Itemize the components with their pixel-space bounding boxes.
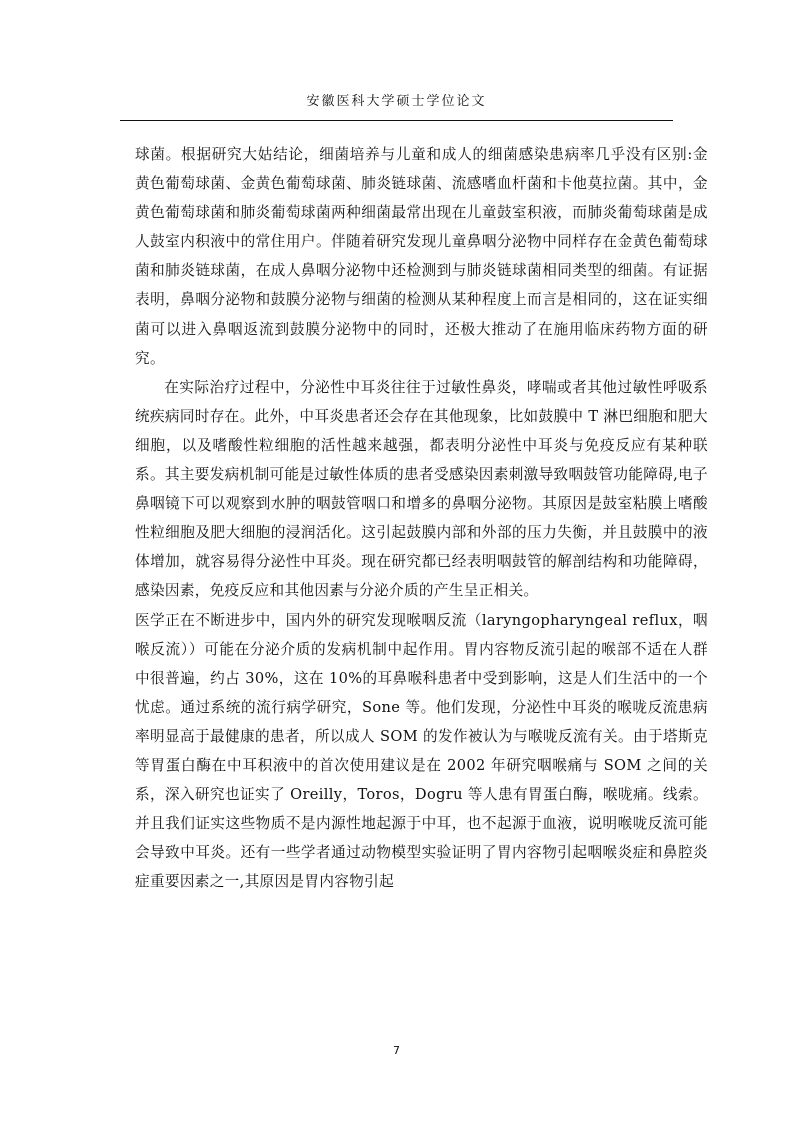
paragraph-2: 在实际治疗过程中，分泌性中耳炎往往于过敏性鼻炎，哮喘或者其他过敏性呼吸系统疾病同时存在。此外，中耳炎患者还会存在其他现象，比如鼓膜中 T 淋巴细胞和肥大细胞，以及嗜酸性粒细胞的活性越来越强，都表明分泌性中耳炎与免疫反应有某种联系。其主要发病机制可能是过敏性体质的患者受感染因素刺激导致咽鼓管功能障碍,电子鼻咽镜下可以观察到水肿的咽鼓管咽口和增多的鼻咽分泌物。其原因是鼓室粘膜上嗜酸性粒细胞及肥大细胞的浸润活化。这引起鼓膜内部和外部的压力失衡，并且鼓膜中的液体增加，就容易得分泌性中耳炎。现在研究都已经表明咽鼓管的解剖结构和功能障碍，感染因素，免疫反应和其他因素与分泌介质的产生呈正相关。 — [135, 378, 708, 600]
running-header: 安徽医科大学硕士学位论文 — [306, 94, 487, 109]
paragraph-3: 医学正在不断进步中，国内外的研究发现喉咽反流（laryngopharyngeal reflux，咽喉反流））可能在分泌介质的发病机制中起作用。胃内容物反流引起的喉部不适在人群中很普遍，约占 30%，这在 10%的耳鼻喉科患者中受到影响，这是人们生活中的一个忧虑。通过系统的流行病学研究，Sone 等。他们发现，分泌性中耳炎的喉咙反流患病率明显高于最健康的患者，所以成人 SOM 的发作被认为与喉咙反流有关。由于塔斯克等胃蛋白酶在中耳积液中的首次使用建议是在 2002 年研究咽喉痛与 SOM 之间的关系，深入研究也证实了 Oreilly，Toros，Dogru 等人患有胃蛋白酶，喉咙痛。线索。并且我们证实这些物质不是内源性地起源于中耳，也不起源于血液，说明喉咙反流可能会导致中耳炎。还有一些学者通过动物模型实验证明了胃内容物引起咽喉炎症和鼻腔炎症重要因素之一,其原因是胃内容物引起 — [135, 611, 708, 891]
header-divider — [120, 120, 673, 121]
main-body — [135, 140, 708, 896]
paragraph-1: 球菌。根据研究大姑结论，细菌培养与儿童和成人的细菌感染患病率几乎没有区别:金黄色葡萄球菌、金黄色葡萄球菌、肺炎链球菌、流感嗜血杆菌和卡他莫拉菌。其中，金黄色葡萄球菌和肺炎葡萄球菌两种细菌最常出现在儿童鼓室积液，而肺炎葡萄球菌是成人鼓室内积液中的常住用户。伴随着研究发现儿童鼻咽分泌物中同样存在金黄色葡萄球菌和肺炎链球菌，在成人鼻咽分泌物中还检测到与肺炎链球菌相同类型的细菌。有证据表明，鼻咽分泌物和鼓膜分泌物与细菌的检测从某种程度上而言是相同的，这在证实细菌可以进入鼻咽返流到鼓膜分泌物中的同时，还极大推动了在施用临床药物方面的研究。 — [135, 146, 708, 367]
page-number: 7 — [393, 1044, 400, 1057]
